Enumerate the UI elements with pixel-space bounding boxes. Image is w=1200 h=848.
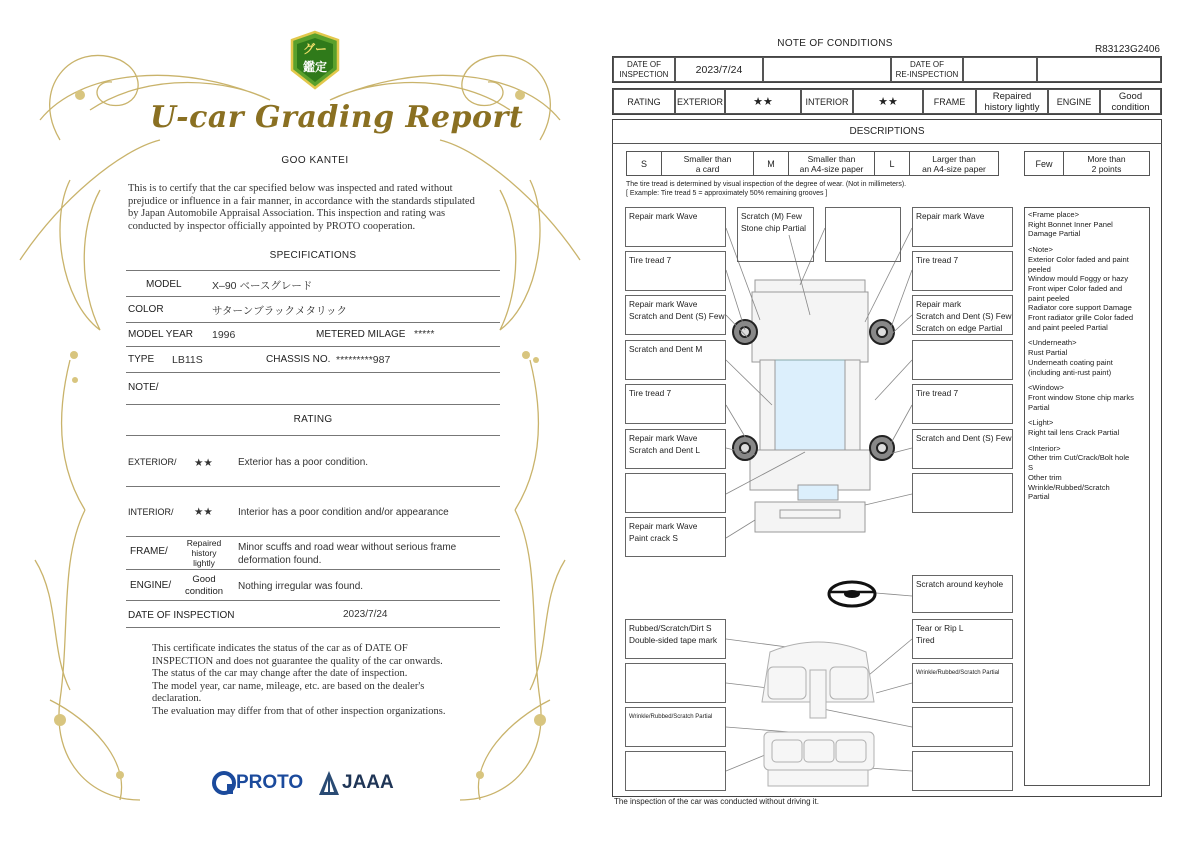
certification-line: conducted by inspector officially appointed by PROTO cooperation. xyxy=(128,220,416,232)
interior-label: INTERIOR/ xyxy=(128,507,174,517)
damage-box: Tire tread 7 xyxy=(912,251,1013,291)
legend-few: Few xyxy=(1024,151,1064,176)
damage-box: Tire tread 7 xyxy=(625,251,726,291)
legend-m: M xyxy=(753,151,789,176)
steering-wheel-icon xyxy=(826,579,878,609)
damage-box: Scratch and Dent (S) Few xyxy=(912,429,1013,469)
divider xyxy=(126,404,500,405)
interior-damage-box: Wrinkle/Rubbed/Scratch Partial xyxy=(625,707,726,747)
damage-box: Repair mark Scratch and Dent (S) Few Scratch on edge Partial xyxy=(912,295,1013,335)
date-of-inspection-label: DATE OF INSPECTION xyxy=(613,57,675,82)
condition-notes-panel xyxy=(1024,207,1150,786)
certificate-disclaimer: This certificate indicates the status of the car as of DATE OF INSPECTION and does not guarantee the quality of the car onwards. The status of the car may change after the date of inspection. The model year, car name, mileage, etc. are based on the dealer's declaration. The evaluation may differ from that of other inspection organizations. xyxy=(152,643,446,717)
jaaa-logo-icon xyxy=(318,770,340,796)
exterior-text: Exterior has a poor condition. xyxy=(238,457,369,468)
mileage-label: METERED MILAGE xyxy=(316,329,406,340)
badge-main-text: 鑑定 xyxy=(302,60,327,74)
damage-box: Repair mark Wave xyxy=(625,207,726,247)
date-of-reinspection-label: DATE OF RE-INSPECTION xyxy=(891,57,963,82)
exterior-rating: ★★ xyxy=(725,89,801,114)
interior-damage-box xyxy=(625,663,726,703)
damage-box xyxy=(825,207,901,262)
legend-m-desc: Smaller than an A4-size paper xyxy=(788,151,875,176)
certification-line: prejudice or influence in a fair manner, in accordance with the standards stipulated xyxy=(128,195,475,207)
divider xyxy=(126,270,500,271)
model-label: MODEL xyxy=(146,279,182,290)
certification-line: This is to certify that the car specified below was inspected and rated without xyxy=(128,183,453,194)
damage-box: Tire tread 7 xyxy=(625,384,726,424)
interior-damage-box: Wrinkle/Rubbed/Scratch Partial xyxy=(912,663,1013,703)
damage-box: Repair mark Wave Scratch and Dent L xyxy=(625,429,726,469)
interior-damage-box xyxy=(912,707,1013,747)
specifications-heading: SPECIFICATIONS xyxy=(269,250,357,261)
engine-text: Nothing irregular was found. xyxy=(238,581,364,592)
interior-label: INTERIOR xyxy=(801,89,853,114)
interior-stars: ★★ xyxy=(194,506,213,518)
exterior-label: EXTERIOR xyxy=(675,89,725,114)
divider xyxy=(126,569,500,570)
frame-label: FRAME xyxy=(923,89,976,114)
car-interior-diagram xyxy=(750,632,886,792)
divider xyxy=(126,627,500,628)
notes-group-light: <Light> Right tail lens Crack Partial xyxy=(1028,418,1120,438)
frame-text: Minor scuffs and road wear without serious frame deformation found. xyxy=(238,542,457,566)
damage-box: Repair mark Wave xyxy=(912,207,1013,247)
date-of-inspection-label: DATE OF INSPECTION xyxy=(128,610,235,621)
interior-damage-box xyxy=(625,751,726,791)
engine-label: ENGINE xyxy=(1048,89,1100,114)
interior-rating: ★★ xyxy=(853,89,923,114)
note-label: NOTE/ xyxy=(128,382,159,393)
color-value: サターンブラックメタリック xyxy=(212,305,348,317)
proto-logo-icon xyxy=(212,770,236,796)
divider xyxy=(126,536,500,537)
divider xyxy=(126,486,500,487)
rating-label: RATING xyxy=(613,89,675,114)
rating-heading: RATING xyxy=(293,414,333,425)
engine-grade: Good condition xyxy=(184,574,224,597)
report-code: R83123G2406 xyxy=(1094,44,1160,55)
jaaa-logo-text: JAAA xyxy=(342,772,394,793)
damage-box: Scratch around keyhole xyxy=(912,575,1013,613)
legend-l: L xyxy=(874,151,910,176)
damage-box: Scratch (M) Few Stone chip Partial xyxy=(737,207,814,262)
notes-group-note: <Note> Exterior Color faded and paint peeled Window mould Foggy or hazy Front wiper Color faded and paint peeled Radiator core support Damage Front radiator grille Color faded and paint peeled Partial xyxy=(1028,245,1134,332)
damage-box xyxy=(912,473,1013,513)
damage-box: Scratch and Dent M xyxy=(625,340,726,380)
certification-statement xyxy=(128,183,500,233)
type-label: TYPE xyxy=(128,354,155,365)
descriptions-heading: DESCRIPTIONS xyxy=(612,119,1162,144)
divider xyxy=(126,372,500,373)
color-label: COLOR xyxy=(128,304,164,315)
damage-box: Tire tread 7 xyxy=(912,384,1013,424)
interior-damage-box: Tear or Rip L Tired xyxy=(912,619,1013,659)
damage-box xyxy=(625,473,726,513)
date-of-inspection-value: 2023/7/24 xyxy=(675,57,763,82)
notes-group-frame: <Frame place> Right Bonnet Inner Panel Damage Partial xyxy=(1028,210,1113,239)
notes-group-interior: <Interior> Other trim Cut/Crack/Bolt hole S Other trim Wrinkle/Rubbed/Scratch Partial xyxy=(1028,443,1130,502)
report-subtitle: GOO KANTEI xyxy=(281,155,349,166)
type-value: LB11S xyxy=(172,354,203,366)
damage-box: Repair mark Wave Paint crack S xyxy=(625,517,726,557)
damage-box xyxy=(912,340,1013,380)
divider xyxy=(126,346,500,347)
inspection-footer-note: The inspection of the car was conducted without driving it. xyxy=(614,797,819,806)
chassis-value: *********987 xyxy=(336,354,391,366)
frame-label: FRAME/ xyxy=(130,546,168,557)
conditions-title: NOTE OF CONDITIONS xyxy=(777,38,893,49)
frame-rating: Repaired history lightly xyxy=(976,89,1048,114)
model-year-label: MODEL YEAR xyxy=(128,329,194,340)
model-year-value: 1996 xyxy=(212,329,236,341)
interior-text: Interior has a poor condition and/or appearance xyxy=(238,507,449,518)
frame-grade: Repaired history lightly xyxy=(186,538,222,568)
notes-group-window: <Window> Front window Stone chip marks Partial xyxy=(1028,383,1134,412)
divider xyxy=(126,322,500,323)
proto-logo-text: PROTO xyxy=(236,772,304,793)
legend-few-desc: More than 2 points xyxy=(1063,151,1150,176)
model-value: X–90 ベースグレード xyxy=(212,280,313,292)
exterior-stars: ★★ xyxy=(194,457,213,469)
badge-top-text: グー xyxy=(302,42,327,56)
mileage-value: ***** xyxy=(414,328,435,340)
legend-s: S xyxy=(626,151,662,176)
notes-group-underneath: <Underneath> Rust Partial Underneath coating paint (including anti-rust paint) xyxy=(1028,338,1113,377)
report-title: U-car Grading Report xyxy=(150,100,524,135)
divider xyxy=(126,435,500,436)
damage-box: Repair mark Wave Scratch and Dent (S) Few xyxy=(625,295,726,335)
date-of-inspection-value: 2023/7/24 xyxy=(343,609,388,620)
interior-damage-box xyxy=(912,751,1013,791)
certification-line: by Japan Automobile Appraisal Association. This inspection and rating was xyxy=(128,208,446,220)
engine-rating: Good condition xyxy=(1100,89,1161,114)
divider xyxy=(126,296,500,297)
legend-s-desc: Smaller than a card xyxy=(661,151,754,176)
tire-tread-note: The tire tread is determined by visual inspection of the degree of wear. (Not in millimeters). [ Example: Tire tread 5 = approximately 50% remaining grooves ] xyxy=(626,181,907,197)
exterior-label: EXTERIOR/ xyxy=(128,457,177,467)
note-of-conditions xyxy=(600,0,1200,848)
chassis-label: CHASSIS NO. xyxy=(266,354,331,365)
divider xyxy=(126,600,500,601)
legend-l-desc: Larger than an A4-size paper xyxy=(909,151,999,176)
interior-damage-box: Rubbed/Scratch/Dirt S Double-sided tape mark xyxy=(625,619,726,659)
engine-label: ENGINE/ xyxy=(130,580,172,591)
